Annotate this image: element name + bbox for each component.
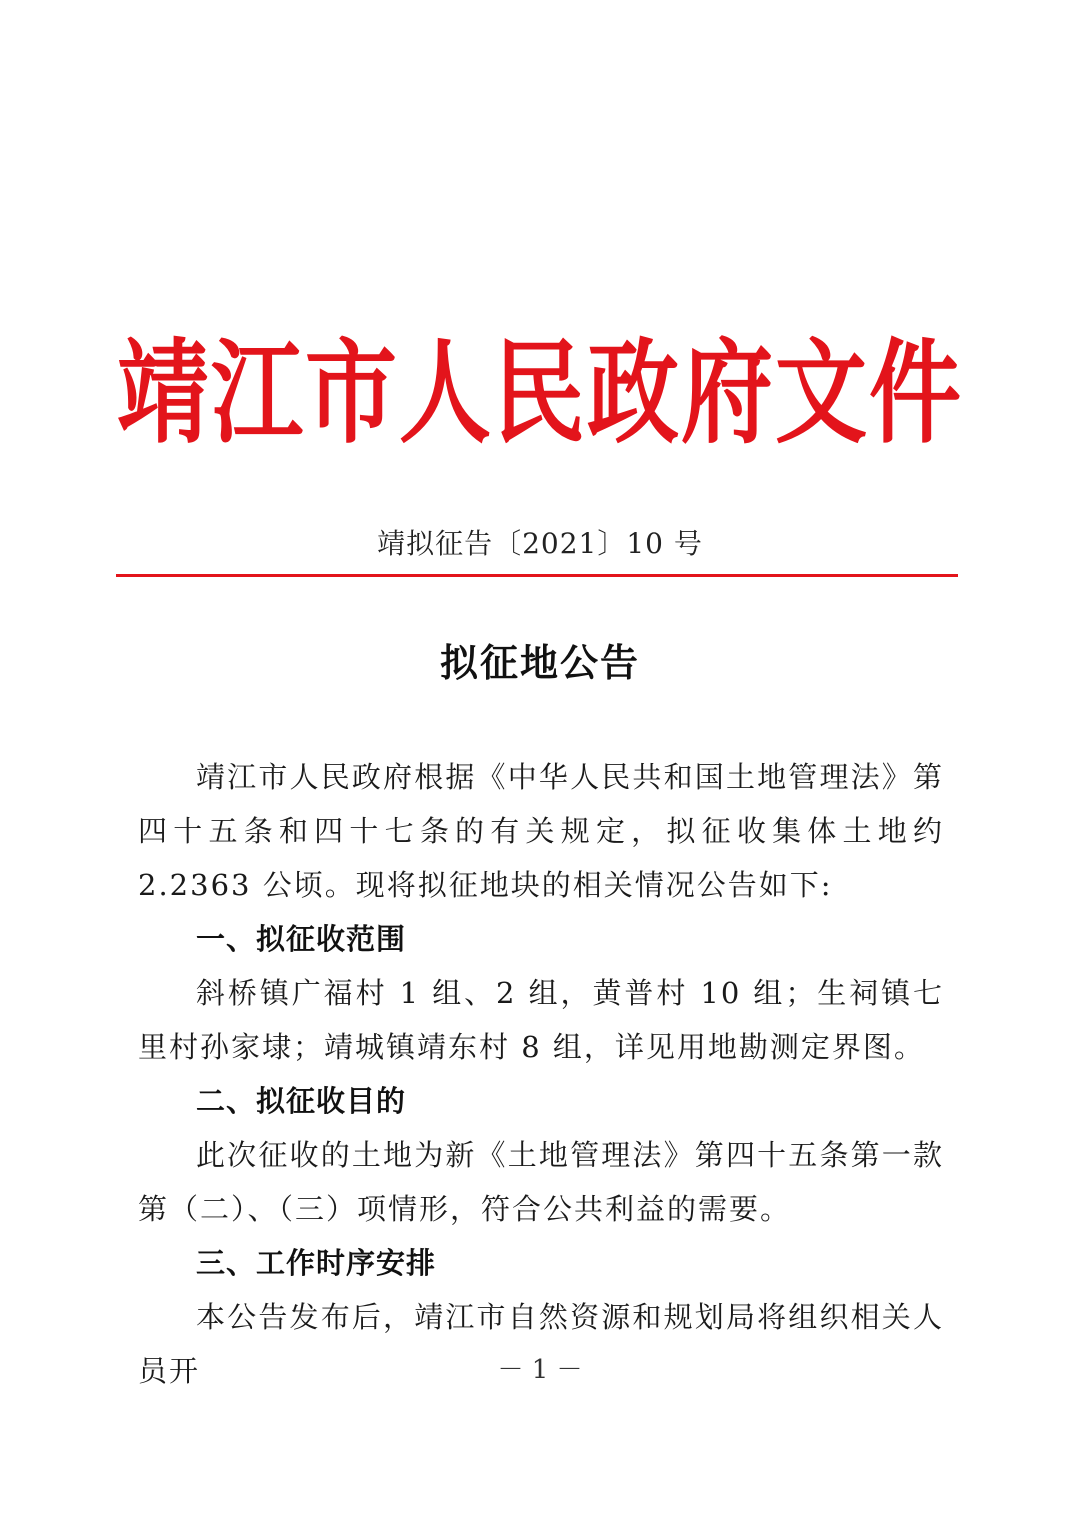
- section-text-schedule: 本公告发布后，靖江市自然资源和规划局将组织相关人员开: [138, 1300, 944, 1388]
- issuer-title: 靖江市人民政府文件: [116, 327, 963, 459]
- section-text-purpose: 此次征收的土地为新《土地管理法》第四十五条第一款第（二）、（三）项情形，符合公共利益的需要。: [138, 1138, 944, 1226]
- intro-paragraph: 靖江市人民政府根据《中华人民共和国土地管理法》第四十五条和四十七条的有关规定，拟征收集体土地约 2.2363 公顷。现将拟征地块的相关情况公告如下:: [138, 760, 944, 902]
- section-heading-scope: 一、拟征收范围: [196, 922, 407, 956]
- section-heading-purpose: 二、拟征收目的: [196, 1084, 407, 1118]
- section-heading-schedule: 三、工作时序安排: [196, 1246, 437, 1280]
- page-number: － 1 －: [497, 1355, 583, 1385]
- document-number: 靖拟征告〔2021〕10 号: [377, 527, 703, 560]
- notice-body: [138, 750, 944, 1398]
- notice-title: 拟征地公告: [439, 641, 640, 685]
- red-divider-line: [116, 574, 958, 577]
- section-text-scope: 斜桥镇广福村 1 组、2 组，黄普村 10 组；生祠镇七里村孙家埭；靖城镇靖东村 8 组，详见用地勘测定界图。: [138, 976, 944, 1064]
